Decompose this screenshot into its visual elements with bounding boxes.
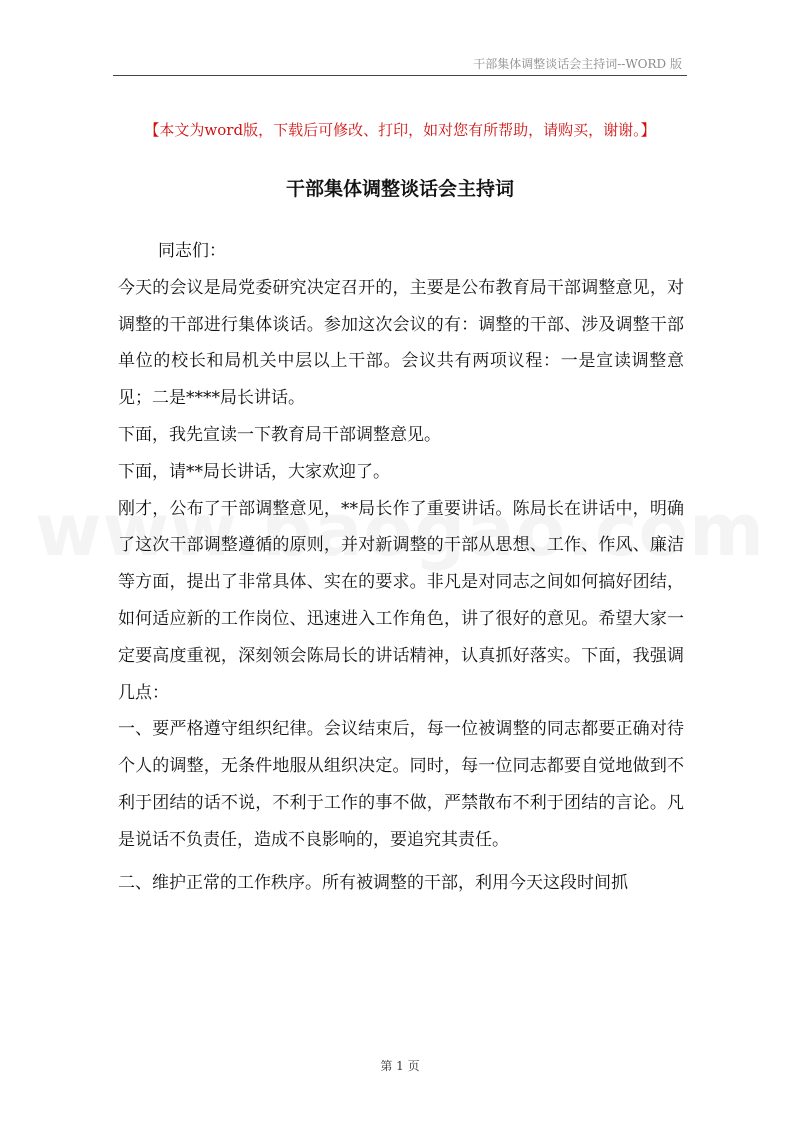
paragraph-point-two: 二、维护正常的工作秩序。所有被调整的干部，利用今天这段时间抓 [118, 872, 628, 893]
paragraph-point-one: 一、要严格遵守组织纪律。会议结束后，每一位被调整的同志都要正确对待个人的调整，无条件地服从组织决定。同时，每一位同志都要自觉地做到不利于团结的话不说，不利于工作的事不做，严禁散布不利于团结的言论。凡是说话不负责任，造成不良影响的，要追究其责任。 [118, 719, 684, 850]
download-notice: 【本文为word版，下载后可修改、打印，如对您有所帮助，请购买，谢谢。】 [144, 121, 656, 139]
page-number: 第 1 页 [380, 1059, 420, 1073]
document-title: 干部集体调整谈话会主持词 [285, 178, 514, 200]
salutation: 同志们： [158, 241, 226, 261]
paragraph-summary: 刚才，公布了干部调整意见，**局长作了重要讲话。陈局长在讲话中，明确了这次干部调整遵循的原则，并对新调整的干部从思想、工作、作风、廉洁等方面，提出了非常具体、实在的要求。非凡是对同志之间如何搞好团结，如何适应新的工作岗位、迅速进入工作角色，讲了很好的意见。希望大家一定要高度重视，深刻领会陈局长的讲话精神，认真抓好落实。下面，我强调几点： [118, 498, 684, 703]
paragraph-meeting-intro: 今天的会议是局党委研究决定召开的，主要是公布教育局干部调整意见，对调整的干部进行集体谈话。参加这次会议的有：调整的干部、涉及调整干部单位的校长和局机关中层以上干部。会议共有两项议程：一是宣读调整意见；二是****局长讲话。 [118, 277, 684, 409]
paragraph-read-adjustment: 下面，我先宣读一下教育局干部调整意见。 [118, 424, 441, 445]
document-body [118, 233, 684, 901]
paragraph-invite-speech: 下面，请**局长讲话，大家欢迎了。 [118, 461, 390, 482]
running-header: 干部集体调整谈话会主持词--WORD 版 [473, 57, 682, 71]
header-divider [113, 75, 687, 76]
